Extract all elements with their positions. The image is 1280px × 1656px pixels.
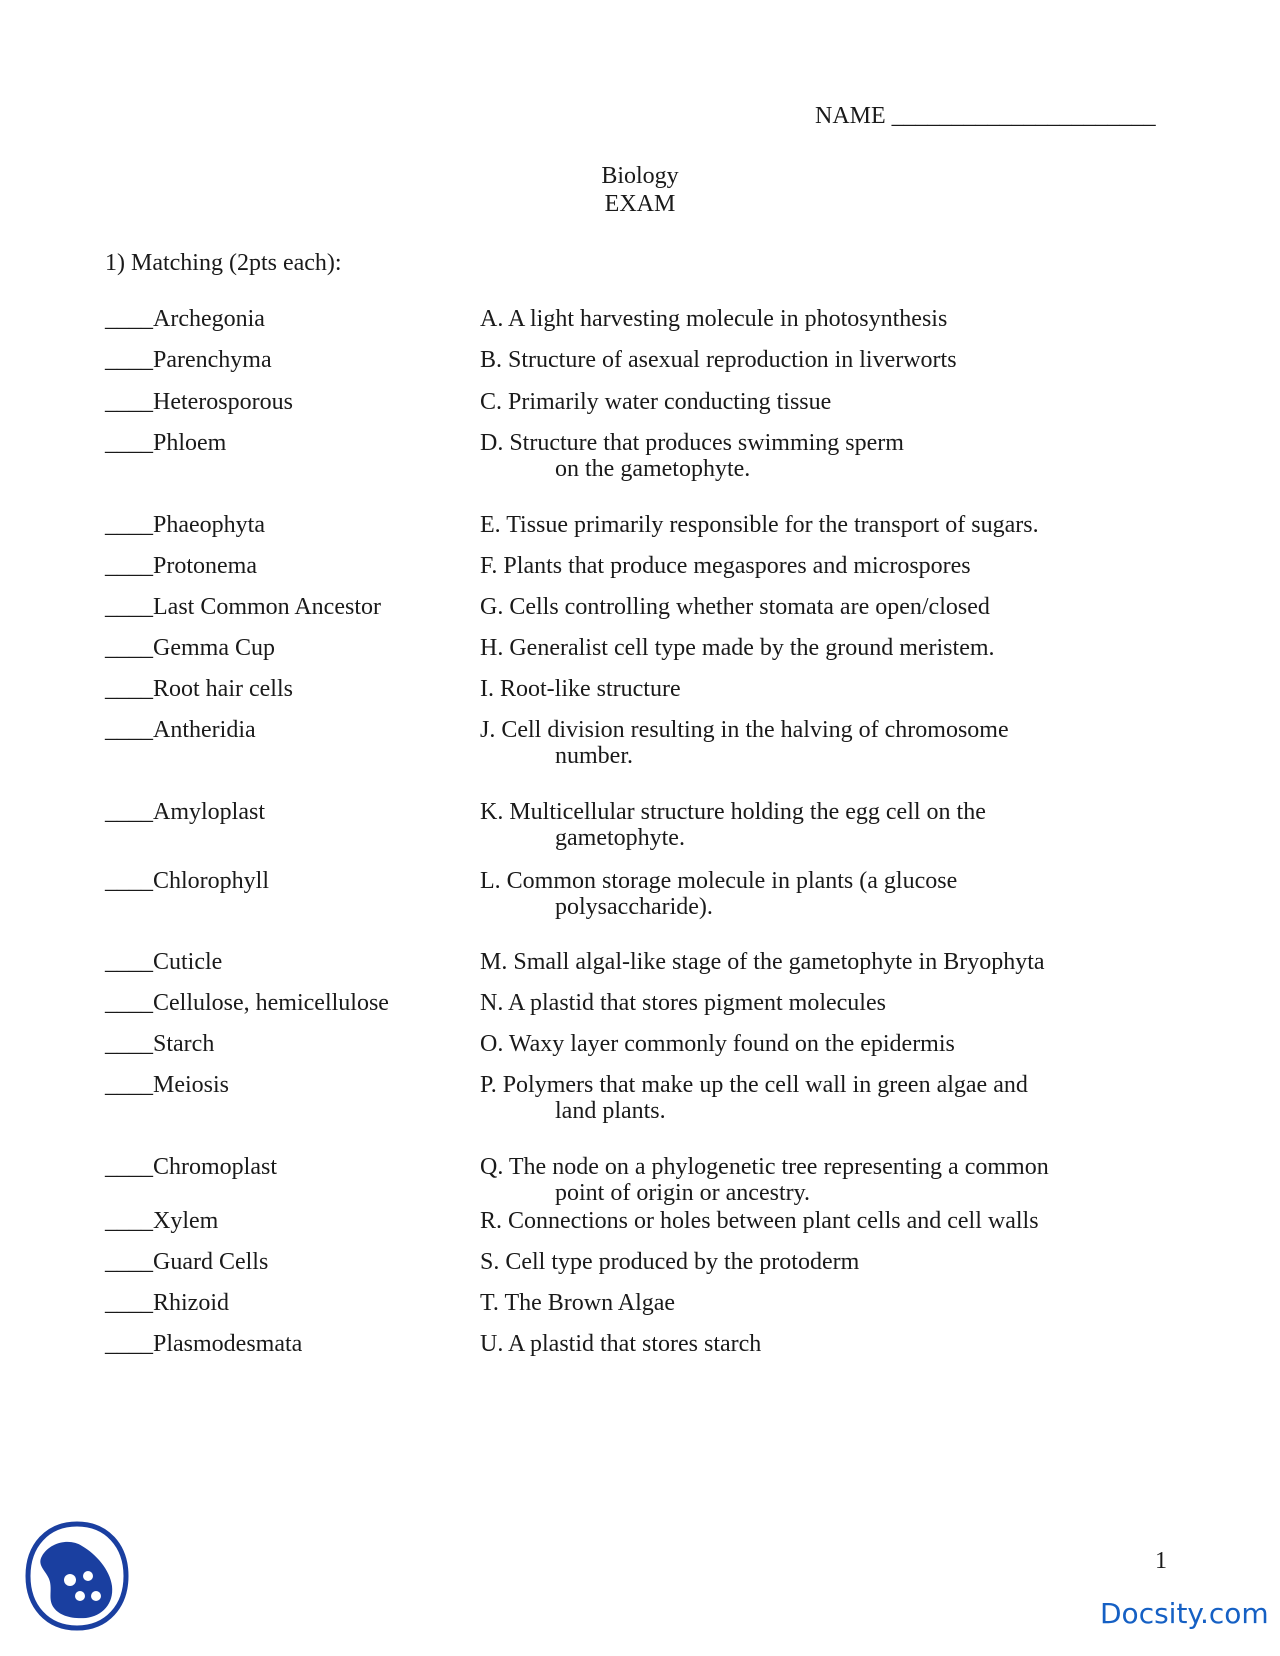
definition: C. Primarily water conducting tissue bbox=[480, 389, 832, 415]
term: ____Archegonia bbox=[105, 306, 265, 332]
matching-row bbox=[0, 1031, 1280, 1061]
definition: L. Common storage molecule in plants (a glucose polysaccharide). bbox=[480, 868, 958, 920]
matching-row bbox=[0, 868, 1280, 920]
definition-continued: polysaccharide). bbox=[555, 894, 713, 920]
definition: N. A plastid that stores pigment molecules bbox=[480, 990, 886, 1016]
term: ____Chromoplast bbox=[105, 1154, 277, 1180]
definition: K. Multicellular structure holding the egg cell on the gametophyte. bbox=[480, 799, 986, 851]
definition: D. Structure that produces swimming sperm on the gametophyte. bbox=[480, 430, 904, 482]
definition: E. Tissue primarily responsible for the transport of sugars. bbox=[480, 512, 1039, 538]
section-heading: 1) Matching (2pts each): bbox=[105, 250, 342, 276]
term: ____Heterosporous bbox=[105, 389, 293, 415]
term: ____Plasmodesmata bbox=[105, 1331, 303, 1357]
definition: F. Plants that produce megaspores and microspores bbox=[480, 553, 971, 579]
term: ____Phloem bbox=[105, 430, 227, 456]
matching-row bbox=[0, 1290, 1280, 1320]
matching-row bbox=[0, 594, 1280, 624]
definition-continued: gametophyte. bbox=[555, 825, 685, 851]
term: ____Protonema bbox=[105, 553, 257, 579]
matching-row bbox=[0, 430, 1280, 482]
term: ____Phaeophyta bbox=[105, 512, 265, 538]
page-number: 1 bbox=[1155, 1548, 1167, 1574]
matching-row bbox=[0, 635, 1280, 665]
name-field[interactable] bbox=[815, 103, 1156, 129]
definition: T. The Brown Algae bbox=[480, 1290, 676, 1316]
definition: U. A plastid that stores starch bbox=[480, 1331, 762, 1357]
matching-row bbox=[0, 512, 1280, 542]
name-blank: ______________________ bbox=[891, 103, 1156, 129]
matching-row bbox=[0, 799, 1280, 851]
definition: B. Structure of asexual reproduction in liverworts bbox=[480, 347, 957, 373]
term: ____Guard Cells bbox=[105, 1249, 269, 1275]
term: ____Root hair cells bbox=[105, 676, 293, 702]
matching-row bbox=[0, 1331, 1280, 1361]
definition-continued: point of origin or ancestry. bbox=[555, 1180, 811, 1206]
term: ____Xylem bbox=[105, 1208, 219, 1234]
definition-continued: on the gametophyte. bbox=[555, 456, 751, 482]
exam-title: EXAM bbox=[604, 191, 676, 217]
definition-continued: land plants. bbox=[555, 1098, 666, 1124]
matching-row bbox=[0, 553, 1280, 583]
matching-row bbox=[0, 949, 1280, 979]
definition: S. Cell type produced by the protoderm bbox=[480, 1249, 860, 1275]
term: ____Rhizoid bbox=[105, 1290, 229, 1316]
term: ____Parenchyma bbox=[105, 347, 272, 373]
name-label: NAME bbox=[815, 103, 886, 129]
matching-row bbox=[0, 1072, 1280, 1124]
definition: Q. The node on a phylogenetic tree representing a common point of origin or ancestry. bbox=[480, 1154, 1049, 1206]
term: ____Cellulose, hemicellulose bbox=[105, 990, 389, 1016]
definition: H. Generalist cell type made by the ground meristem. bbox=[480, 635, 995, 661]
term: ____Gemma Cup bbox=[105, 635, 275, 661]
docsity-watermark[interactable]: Docsity.com bbox=[1100, 1597, 1269, 1630]
matching-row bbox=[0, 717, 1280, 769]
definition: G. Cells controlling whether stomata are open/closed bbox=[480, 594, 990, 620]
definition: A. A light harvesting molecule in photosynthesis bbox=[480, 306, 948, 332]
term: ____Antheridia bbox=[105, 717, 256, 743]
term: ____Starch bbox=[105, 1031, 215, 1057]
matching-row bbox=[0, 306, 1280, 336]
definition: I. Root-like structure bbox=[480, 676, 681, 702]
matching-row bbox=[0, 1154, 1280, 1206]
matching-row bbox=[0, 676, 1280, 706]
term: ____Cuticle bbox=[105, 949, 223, 975]
term: ____Amyloplast bbox=[105, 799, 265, 825]
definition: R. Connections or holes between plant cells and cell walls bbox=[480, 1208, 1039, 1234]
term: ____Chlorophyll bbox=[105, 868, 270, 894]
matching-row bbox=[0, 347, 1280, 377]
matching-row bbox=[0, 990, 1280, 1020]
definition: M. Small algal-like stage of the gametophyte in Bryophyta bbox=[480, 949, 1045, 975]
subject-heading: Biology bbox=[601, 163, 679, 189]
definition: J. Cell division resulting in the halving of chromosome number. bbox=[480, 717, 1009, 769]
matching-row bbox=[0, 1249, 1280, 1279]
matching-row bbox=[0, 1208, 1280, 1238]
definition-continued: number. bbox=[555, 743, 633, 769]
term: ____Meiosis bbox=[105, 1072, 230, 1098]
definition: O. Waxy layer commonly found on the epidermis bbox=[480, 1031, 955, 1057]
term: ____Last Common Ancestor bbox=[105, 594, 381, 620]
matching-row bbox=[0, 389, 1280, 419]
docsity-logo-icon[interactable] bbox=[22, 1520, 132, 1632]
definition: P. Polymers that make up the cell wall in green algae and land plants. bbox=[480, 1072, 1028, 1124]
